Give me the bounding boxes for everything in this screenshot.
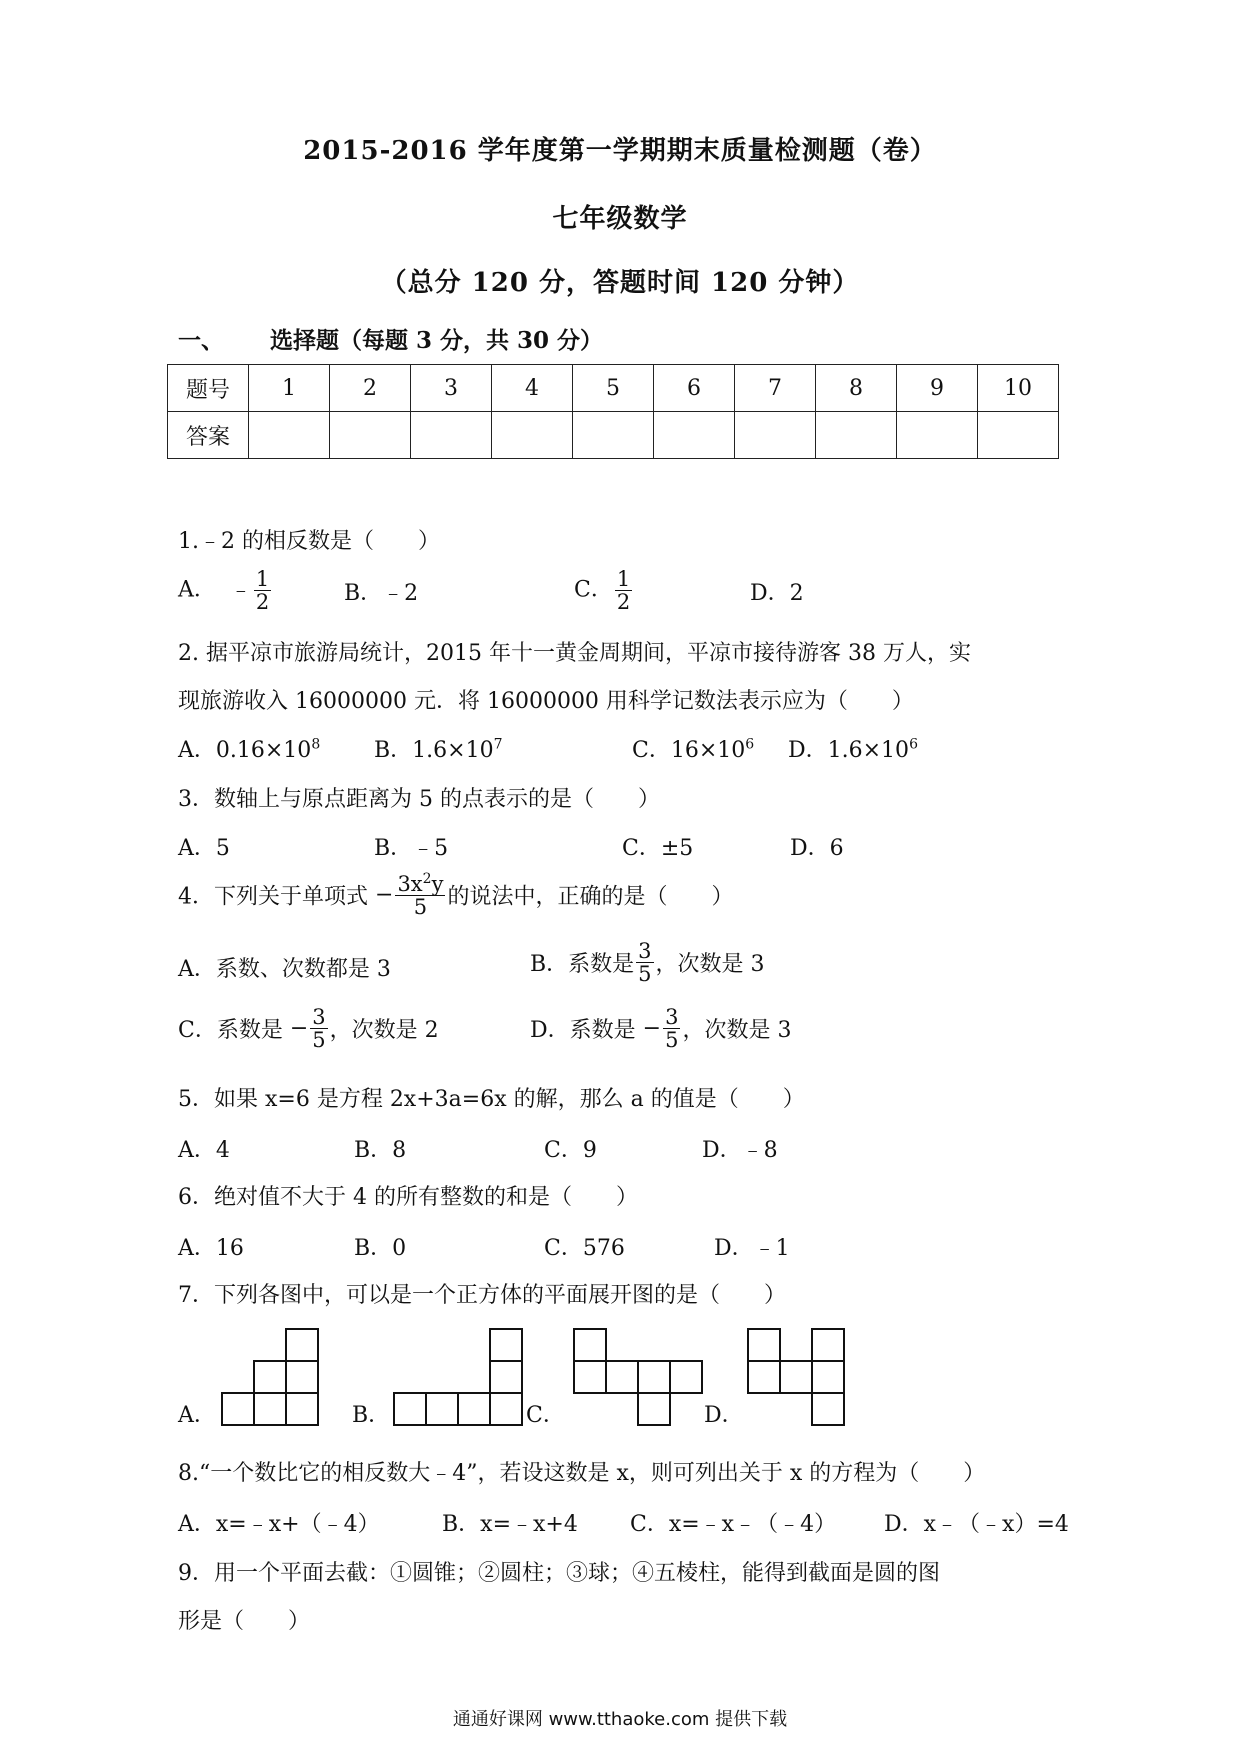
q3-option-b: B．﹣5: [374, 836, 449, 861]
answer-cell[interactable]: [330, 412, 411, 459]
q8-option-c: C．x=﹣x﹣（﹣4）: [630, 1512, 837, 1537]
q7-option-b-label: B．: [352, 1403, 391, 1428]
q8-option-a: A．x=﹣x+（﹣4）: [178, 1512, 380, 1537]
answer-cell[interactable]: [816, 412, 897, 459]
q7-net-c-figure: [572, 1328, 706, 1428]
question-2-options: [178, 733, 1078, 765]
question-number-cell: 7: [735, 365, 816, 412]
q1-option-a-sign: ﹣: [229, 577, 252, 603]
q5-option-d: D．﹣8: [702, 1138, 778, 1163]
question-number-cell: 2: [330, 365, 411, 412]
question-6-options: [178, 1231, 1078, 1263]
q1-option-c: [574, 568, 634, 613]
q4-monomial-sign: −: [375, 882, 394, 908]
section-title: 选择题（每题 3 分，共 30 分）: [270, 327, 604, 354]
q3-option-c: C．±5: [622, 836, 694, 861]
numerator: 3: [638, 939, 652, 963]
q2-option-d-exponent: 6: [909, 736, 918, 753]
q4-option-c-prefix: C．系数是: [178, 1018, 290, 1044]
q2-option-a: [178, 733, 320, 764]
question-number-cell: 3: [411, 365, 492, 412]
q4-option-d-prefix: D．系数是: [530, 1018, 643, 1044]
question-1-stem: 1.﹣2 的相反数是（ ）: [178, 529, 440, 554]
q4-option-b-prefix: B．系数是: [530, 952, 635, 978]
question-3-options: [178, 831, 1078, 863]
q4-option-d-sign: −: [642, 1016, 662, 1042]
question-9-stem-line-2: 形是（ ）: [178, 1609, 311, 1634]
q7-option-c-label: C．: [526, 1403, 565, 1428]
denominator: 2: [255, 590, 270, 615]
section-heading: [178, 322, 603, 355]
q4-option-c-suffix: ，次数是 2: [329, 1018, 439, 1044]
question-1-options: [178, 568, 1078, 628]
q6-option-d: D．﹣1: [714, 1236, 790, 1261]
question-4-options-row-1: [178, 940, 1078, 1000]
question-number-cell: 5: [573, 365, 654, 412]
q8-option-d: D．x﹣（﹣x）=4: [884, 1512, 1069, 1537]
q6-option-c: C．576: [544, 1236, 625, 1261]
q1-option-a: [178, 568, 273, 613]
q4-stem-suffix: 的说法中，正确的是（ ）: [447, 884, 734, 910]
page-footer: 通通好课网 www.tthaoke.com 提供下载: [452, 1709, 788, 1730]
answer-label: 答案: [168, 412, 249, 459]
q2-option-b-base: B．1.6×10: [374, 738, 494, 763]
q6-option-b: B．0: [354, 1236, 407, 1261]
answer-table-header-row: [168, 365, 1059, 412]
q7-option-a-label: A．: [178, 1403, 216, 1428]
question-4-options-row-2: [178, 1006, 1078, 1066]
answer-cell[interactable]: [735, 412, 816, 459]
q4-option-b-fraction: [636, 940, 653, 985]
answer-cell[interactable]: [978, 412, 1059, 459]
q7-option-d-label: D．: [704, 1403, 744, 1428]
answer-cell[interactable]: [897, 412, 978, 459]
q4-option-c-fraction: [310, 1006, 327, 1051]
denominator: 2: [616, 590, 631, 615]
q4-monomial-fraction: [395, 872, 445, 918]
question-6-stem: 6．绝对值不大于 4 的所有整数的和是（ ）: [178, 1185, 638, 1210]
monomial-exponent: 2: [422, 871, 432, 887]
q4-stem-prefix: 4．下列关于单项式: [178, 884, 375, 910]
question-5-stem: 5．如果 x=6 是方程 2x+3a=6x 的解，那么 a 的值是（ ）: [178, 1087, 805, 1112]
answer-cell[interactable]: [654, 412, 735, 459]
q4-option-b-suffix: ，次数是 3: [655, 952, 765, 978]
q2-option-a-exponent: 8: [311, 736, 321, 753]
numerator: [395, 872, 445, 896]
question-number-cell: 4: [492, 365, 573, 412]
question-7-figures: [178, 1328, 1078, 1428]
denominator: 5: [413, 895, 428, 920]
question-8-stem: 8.“一个数比它的相反数大﹣4”，若设这数是 x，则可列出关于 x 的方程为（ ）: [178, 1461, 986, 1486]
answer-cell[interactable]: [411, 412, 492, 459]
question-7-stem: 7．下列各图中，可以是一个正方体的平面展开图的是（ ）: [178, 1283, 786, 1308]
exam-subject: 七年级数学: [552, 204, 688, 234]
q1-option-b: B．﹣2: [344, 581, 419, 606]
q6-option-a: A．16: [178, 1236, 244, 1261]
question-number-cell: 1: [249, 365, 330, 412]
q4-option-b: [530, 940, 765, 985]
monomial-y: y: [431, 872, 444, 896]
answer-cell[interactable]: [573, 412, 654, 459]
q7-net-a-figure: [220, 1328, 320, 1428]
q3-option-d: D．6: [790, 836, 844, 861]
q2-option-a-base: A．0.16×10: [178, 738, 312, 763]
question-number-cell: 9: [897, 365, 978, 412]
q2-option-d-base: D．1.6×10: [788, 738, 910, 763]
q4-option-c-sign: −: [289, 1016, 309, 1042]
numerator: 3: [665, 1005, 679, 1029]
q2-option-c: [632, 733, 754, 764]
q2-option-b-exponent: 7: [493, 736, 503, 753]
q2-option-b: [374, 733, 503, 764]
numerator: 1: [255, 567, 270, 591]
answer-table: [167, 364, 1059, 459]
denominator: 5: [312, 1028, 326, 1053]
question-8-options: [178, 1507, 1078, 1539]
q3-option-a: A．5: [178, 836, 230, 861]
question-number-label: 题号: [168, 365, 249, 412]
answer-table-answer-row: [168, 412, 1059, 459]
q7-net-b-figure: [392, 1328, 524, 1428]
denominator: 5: [638, 962, 652, 987]
numerator: 1: [616, 567, 631, 591]
q1-option-d: D．2: [750, 581, 804, 606]
numerator: 3: [312, 1005, 326, 1029]
q8-option-b: B．x=﹣x+4: [442, 1512, 578, 1537]
q1-option-a-label: A．: [178, 577, 216, 603]
q4-option-a: A．系数、次数都是 3: [178, 957, 391, 982]
q1-option-c-fraction: [615, 568, 632, 613]
q1-option-c-label: C．: [574, 577, 613, 603]
question-3-stem: 3．数轴上与原点距离为 5 的点表示的是（ ）: [178, 787, 660, 812]
q1-option-a-fraction: [254, 568, 271, 613]
question-number-cell: 6: [654, 365, 735, 412]
monomial-base: 3x: [397, 872, 423, 896]
q7-net-d-figure: [746, 1328, 846, 1428]
q4-option-d-fraction: [663, 1006, 680, 1051]
q4-option-d: [530, 1006, 791, 1051]
q2-option-c-exponent: 6: [745, 736, 755, 753]
section-number: 一、: [178, 327, 224, 354]
question-9-stem-line-1: 9．用一个平面去截：①圆锥；②圆柱；③球；④五棱柱，能得到截面是圆的图: [178, 1561, 940, 1586]
q4-option-c: [178, 1006, 439, 1051]
q5-option-a: A．4: [178, 1138, 230, 1163]
q2-option-d: [788, 733, 918, 764]
q2-option-c-base: C．16×10: [632, 738, 746, 763]
question-4-stem: [178, 872, 733, 938]
question-number-cell: 10: [978, 365, 1059, 412]
question-2-stem-line-1: 2. 据平凉市旅游局统计，2015 年十一黄金周期间，平凉市接待游客 38 万人，实: [178, 641, 971, 666]
exam-title: 2015-2016 学年度第一学期期末质量检测题（卷）: [303, 136, 937, 166]
question-5-options: [178, 1133, 1078, 1165]
exam-info: （总分 120 分，答题时间 120 分钟）: [380, 268, 860, 298]
question-2-stem-line-2: 现旅游收入 16000000 元．将 16000000 用科学记数法表示应为（ ）: [178, 689, 914, 714]
q5-option-b: B．8: [354, 1138, 407, 1163]
q5-option-c: C．9: [544, 1138, 597, 1163]
answer-cell[interactable]: [249, 412, 330, 459]
q4-option-d-suffix: ，次数是 3: [682, 1018, 792, 1044]
denominator: 5: [665, 1028, 679, 1053]
answer-cell[interactable]: [492, 412, 573, 459]
question-number-cell: 8: [816, 365, 897, 412]
